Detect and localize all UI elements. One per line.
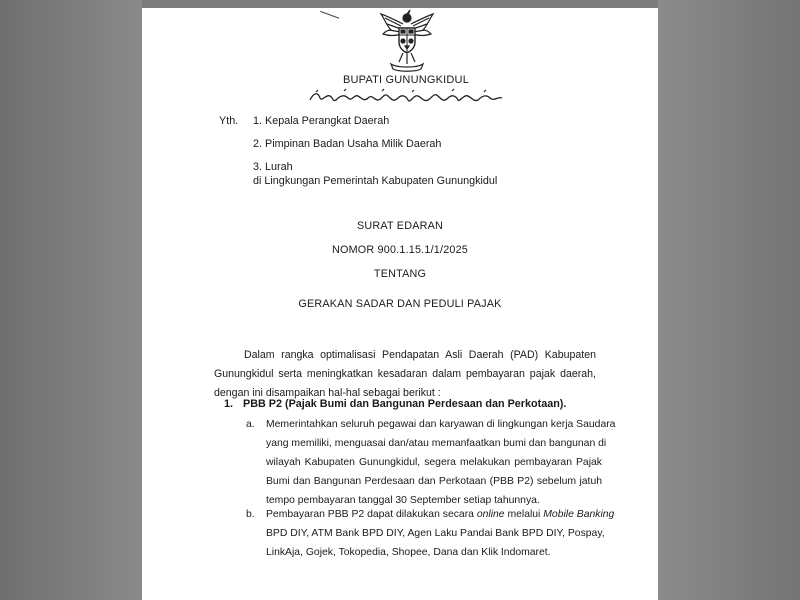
circular-number: NOMOR 900.1.15.1/1/2025 — [331, 244, 469, 256]
viewer-background-left — [0, 0, 142, 600]
addressee-list — [253, 115, 441, 184]
section-heading: 1. PBB P2 (Pajak Bumi dan Bangunan Perdesaan dan Perkotaan). — [224, 398, 567, 410]
document-page: BUPATI GUNUNGKIDUL Yth. 1. Kepala Perangkat Daerah 2. Pimpinan Badan Usaha Milik Daerah 3. Lurah di Lingkungan Pemerintah Kabupaten Gunungkidul SURAT EDARAN NOMOR 900.1.15.1/1/2025 TENTANG GERAKAN SADAR DAN PEDULI PAJAK Dalam rangka optimalisasi Pendapatan Asli Daerah (PAD) Kabupaten Gunungkidul serta meningkatkan kesadaran dalam pembayaran pajak daerah, dengan ini disampaikan hal-hal sebagai berikut : 1. PBB P2 (Pajak Bumi dan Bangunan Perdesaan dan Perkotaan). a. Memerintahkan seluruh pegawai dan karyawan di lingkungan kerja Saudara yang memiliki, menguasai dan/atau memanfaatkan bumi dan bangunan di wilayah Kabupaten Gunungkidul, segera melakukan pembayaran Pajak Bumi dan Bangunan Perdesaan dan Perkotaan (PBB P2) sebelum jatuh tempo pembayaran tanggal 30 September setiap tahunnya. b. Pembayaran PBB P2 dapat dilakukan secara online melalui Mobile Banking BPD DIY, ATM Bank BPD DIY, Agen Laku Pandai Bank BPD DIY, Pospay, LinkAja, Gojek, Tokopedia, Shopee, Dana dan Klik Indomaret. — [142, 8, 658, 600]
garuda-emblem-icon — [377, 8, 437, 72]
addressee-item: 2. Pimpinan Badan Usaha Milik Daerah — [253, 138, 442, 150]
addressee-item: 3. Lurah — [253, 161, 293, 173]
circular-about: TENTANG — [373, 268, 427, 280]
circular-subject: GERAKAN SADAR DAN PEDULI PAJAK — [298, 298, 502, 310]
circular-type: SURAT EDARAN — [357, 220, 443, 232]
addressee-location: di Lingkungan Pemerintah Kabupaten Gunungkidul — [253, 175, 498, 187]
regent-title: BUPATI GUNUNGKIDUL — [342, 74, 470, 86]
addressee-label: Yth. — [219, 115, 239, 127]
javanese-script-title — [308, 88, 504, 106]
intro-line: Gunungkidul serta meningkatkan kesadaran dalam pembayaran pajak daerah, — [214, 368, 596, 380]
intro-line: dengan ini disampaikan hal-hal sebagai berikut : — [214, 387, 441, 399]
viewer-background-right — [658, 0, 800, 600]
addressee-item: 1. Kepala Perangkat Daerah — [253, 115, 390, 127]
intro-line: Dalam rangka optimalisasi Pendapatan Asli Daerah (PAD) Kabupaten — [244, 349, 596, 361]
page-mark — [317, 11, 340, 28]
intro-paragraph — [214, 346, 596, 403]
